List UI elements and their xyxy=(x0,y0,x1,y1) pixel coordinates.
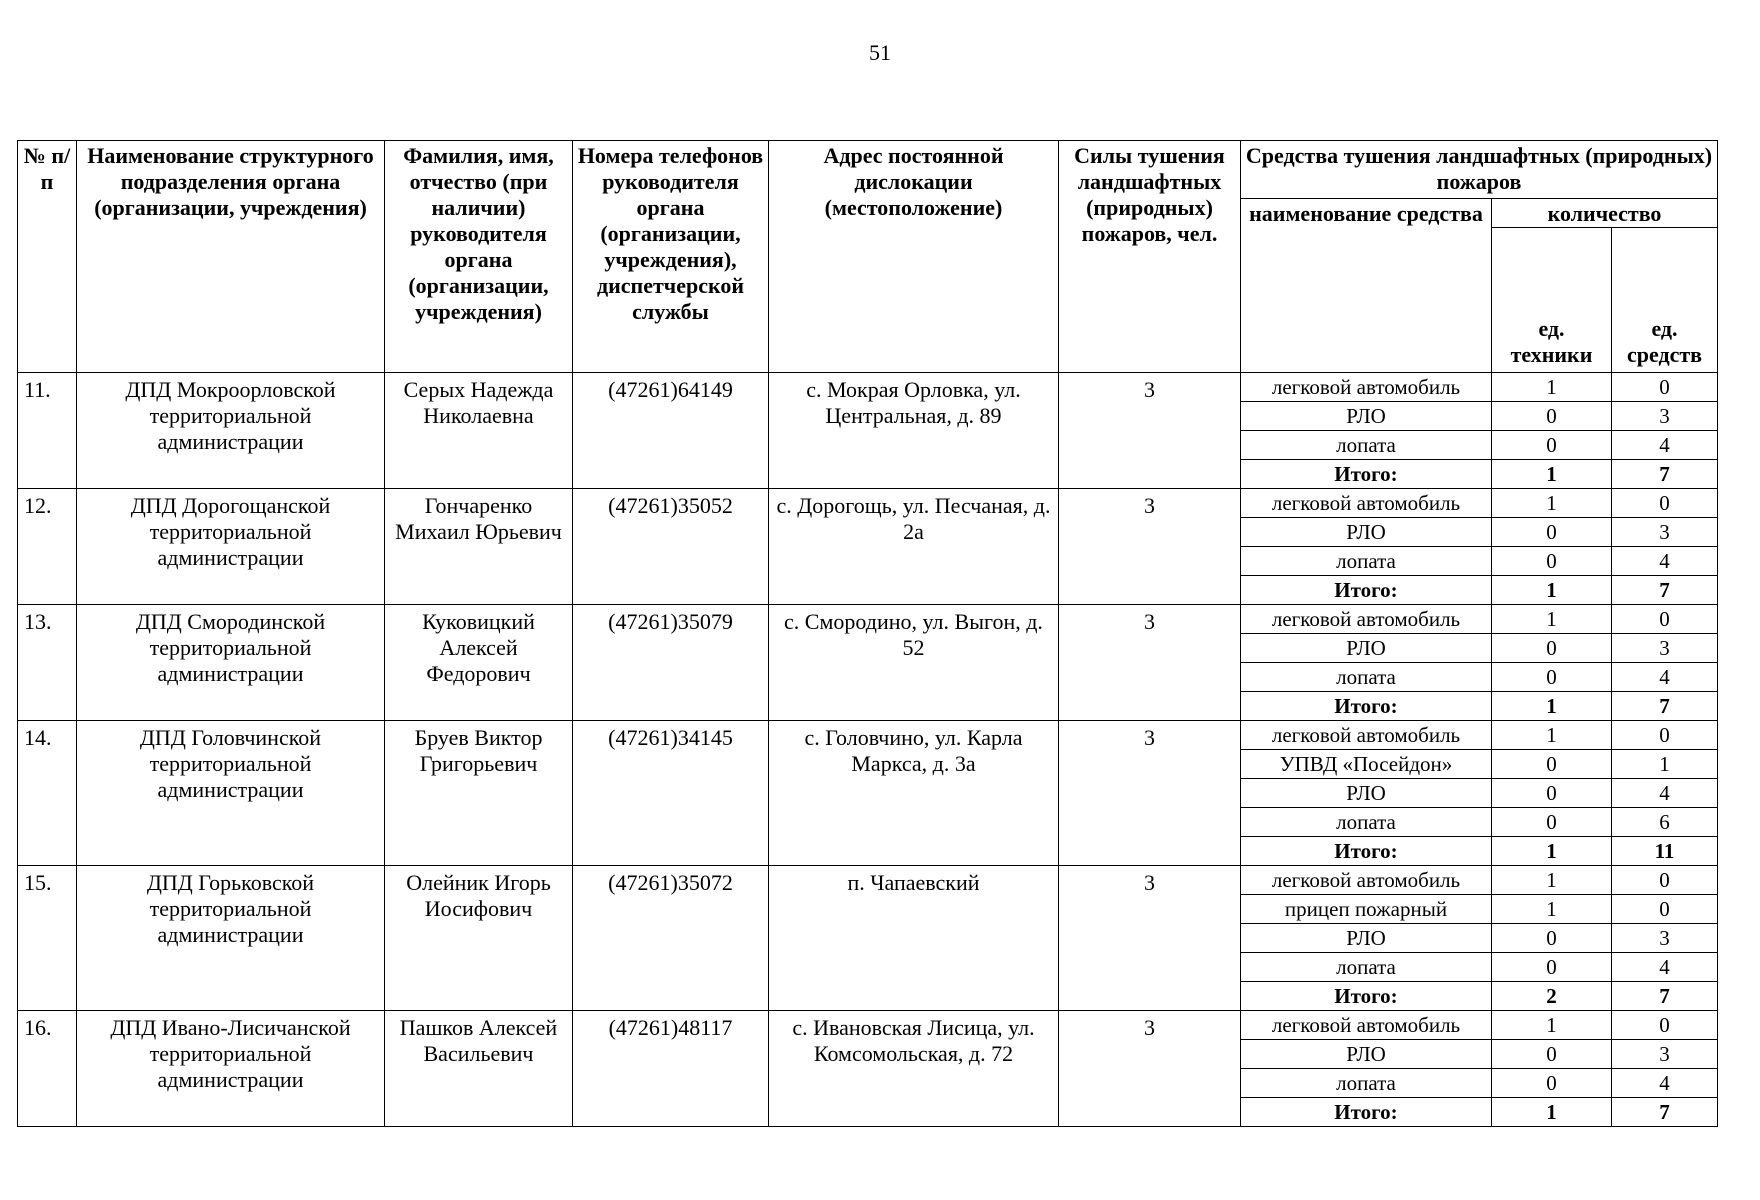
qty-tech: 1 xyxy=(1492,605,1612,634)
qty-tech: 0 xyxy=(1492,402,1612,431)
phone-number: (47261)35072 xyxy=(573,866,769,1011)
address: с. Дорогощь, ул. Песчаная, д. 2а xyxy=(769,489,1059,605)
head-name: Гончаренко Михаил Юрьевич xyxy=(385,489,573,605)
qty-means: 1 xyxy=(1612,750,1718,779)
qty-tech: 0 xyxy=(1492,431,1612,460)
table-row xyxy=(18,489,1718,518)
means-name-total: Итого: xyxy=(1241,837,1492,866)
unit-name: ДПД Головчинской территориальной администрации xyxy=(77,721,385,866)
qty-tech: 0 xyxy=(1492,1069,1612,1098)
qty-means: 4 xyxy=(1612,953,1718,982)
qty-means: 3 xyxy=(1612,924,1718,953)
table-row xyxy=(18,373,1718,402)
means-name: УПВД «Посейдон» xyxy=(1241,750,1492,779)
qty-tech: 0 xyxy=(1492,779,1612,808)
means-name: РЛО xyxy=(1241,924,1492,953)
header-address: Адрес постоянной дислокации (местоположение) xyxy=(769,141,1059,373)
row-number: 11. xyxy=(18,373,77,489)
qty-tech-total: 1 xyxy=(1492,576,1612,605)
head-name: Олейник Игорь Иосифович xyxy=(385,866,573,1011)
qty-means: 3 xyxy=(1612,634,1718,663)
row-number: 13. xyxy=(18,605,77,721)
qty-means: 0 xyxy=(1612,489,1718,518)
qty-means: 4 xyxy=(1612,1069,1718,1098)
qty-means: 0 xyxy=(1612,605,1718,634)
qty-means-total: 7 xyxy=(1612,692,1718,721)
qty-tech: 0 xyxy=(1492,663,1612,692)
row-number: 14. xyxy=(18,721,77,866)
qty-tech: 1 xyxy=(1492,895,1612,924)
head-name: Пашков Алексей Васильевич xyxy=(385,1011,573,1127)
means-name: лопата xyxy=(1241,547,1492,576)
row-number: 16. xyxy=(18,1011,77,1127)
forces-count: 3 xyxy=(1059,489,1241,605)
phone-number: (47261)35052 xyxy=(573,489,769,605)
qty-tech-total: 1 xyxy=(1492,692,1612,721)
phone-number: (47261)35079 xyxy=(573,605,769,721)
unit-name: ДПД Мокроорловской территориальной администрации xyxy=(77,373,385,489)
table-body xyxy=(18,373,1718,1127)
qty-tech: 0 xyxy=(1492,808,1612,837)
means-name: легковой автомобиль xyxy=(1241,721,1492,750)
row-number: 15. xyxy=(18,866,77,1011)
table-row xyxy=(18,605,1718,634)
forces-count: 3 xyxy=(1059,721,1241,866)
header-phones: Номера телефонов руководителя органа (организации, учреждения), диспетчерской службы xyxy=(573,141,769,373)
forces-count: 3 xyxy=(1059,605,1241,721)
fire-forces-table xyxy=(17,140,1718,1127)
qty-tech: 1 xyxy=(1492,721,1612,750)
header-means: Средства тушения ландшафтных (природных) пожаров xyxy=(1241,141,1718,199)
header-head-name: Фамилия, имя, отчество (при наличии) руководителя органа (организации, учреждения) xyxy=(385,141,573,373)
head-name: Серых Надежда Николаевна xyxy=(385,373,573,489)
means-name: лопата xyxy=(1241,431,1492,460)
means-name-total: Итого: xyxy=(1241,982,1492,1011)
phone-number: (47261)64149 xyxy=(573,373,769,489)
qty-tech-total: 1 xyxy=(1492,837,1612,866)
qty-tech: 0 xyxy=(1492,953,1612,982)
means-name: РЛО xyxy=(1241,402,1492,431)
means-name: РЛО xyxy=(1241,779,1492,808)
table-row xyxy=(18,721,1718,750)
address: с. Мокрая Орловка, ул. Центральная, д. 89 xyxy=(769,373,1059,489)
means-name: прицеп пожарный xyxy=(1241,895,1492,924)
header-unit-name: Наименование структурного подразделения органа (организации, учреждения) xyxy=(77,141,385,373)
row-number: 12. xyxy=(18,489,77,605)
qty-tech: 1 xyxy=(1492,489,1612,518)
qty-means: 0 xyxy=(1612,866,1718,895)
header-means-name: наименование средства xyxy=(1241,199,1492,373)
qty-means: 4 xyxy=(1612,663,1718,692)
means-name: лопата xyxy=(1241,808,1492,837)
qty-means: 4 xyxy=(1612,431,1718,460)
qty-tech: 1 xyxy=(1492,866,1612,895)
qty-means: 3 xyxy=(1612,518,1718,547)
table-row xyxy=(18,866,1718,895)
means-name: лопата xyxy=(1241,663,1492,692)
qty-means: 0 xyxy=(1612,895,1718,924)
qty-tech: 0 xyxy=(1492,547,1612,576)
means-name: РЛО xyxy=(1241,1040,1492,1069)
means-name: легковой автомобиль xyxy=(1241,605,1492,634)
means-name: лопата xyxy=(1241,1069,1492,1098)
qty-means: 3 xyxy=(1612,402,1718,431)
header-num: № п/п xyxy=(18,141,77,373)
phone-number: (47261)34145 xyxy=(573,721,769,866)
qty-tech: 0 xyxy=(1492,924,1612,953)
header-forces: Силы тушения ландшафтных (природных) пожаров, чел. xyxy=(1059,141,1241,373)
means-name: РЛО xyxy=(1241,518,1492,547)
means-name: лопата xyxy=(1241,953,1492,982)
qty-means: 0 xyxy=(1612,1011,1718,1040)
qty-tech: 1 xyxy=(1492,373,1612,402)
means-name-total: Итого: xyxy=(1241,460,1492,489)
page-number: 51 xyxy=(869,40,891,65)
table-row xyxy=(18,1011,1718,1040)
qty-tech: 1 xyxy=(1492,1011,1612,1040)
forces-count: 3 xyxy=(1059,866,1241,1011)
means-name-total: Итого: xyxy=(1241,1098,1492,1127)
means-name: легковой автомобиль xyxy=(1241,1011,1492,1040)
qty-tech: 0 xyxy=(1492,634,1612,663)
means-name-total: Итого: xyxy=(1241,692,1492,721)
address: с. Головчино, ул. Карла Маркса, д. 3а xyxy=(769,721,1059,866)
qty-means: 4 xyxy=(1612,547,1718,576)
qty-means: 4 xyxy=(1612,779,1718,808)
qty-tech: 0 xyxy=(1492,750,1612,779)
qty-tech-total: 1 xyxy=(1492,1098,1612,1127)
unit-name: ДПД Ивано-Лисичанской территориальной администрации xyxy=(77,1011,385,1127)
forces-count: 3 xyxy=(1059,373,1241,489)
qty-tech: 0 xyxy=(1492,1040,1612,1069)
qty-means: 6 xyxy=(1612,808,1718,837)
qty-means: 3 xyxy=(1612,1040,1718,1069)
qty-tech-total: 1 xyxy=(1492,460,1612,489)
address: п. Чапаевский xyxy=(769,866,1059,1011)
qty-means-total: 7 xyxy=(1612,982,1718,1011)
address: с. Ивановская Лисица, ул. Комсомольская, д. 72 xyxy=(769,1011,1059,1127)
qty-means-total: 11 xyxy=(1612,837,1718,866)
means-name-total: Итого: xyxy=(1241,576,1492,605)
forces-count: 3 xyxy=(1059,1011,1241,1127)
qty-tech-total: 2 xyxy=(1492,982,1612,1011)
means-name: легковой автомобиль xyxy=(1241,866,1492,895)
means-name: РЛО xyxy=(1241,634,1492,663)
qty-means: 0 xyxy=(1612,721,1718,750)
address: с. Смородино, ул. Выгон, д. 52 xyxy=(769,605,1059,721)
phone-number: (47261)48117 xyxy=(573,1011,769,1127)
qty-means-total: 7 xyxy=(1612,1098,1718,1127)
qty-means-total: 7 xyxy=(1612,460,1718,489)
unit-name: ДПД Горьковской территориальной администрации xyxy=(77,866,385,1011)
unit-name: ДПД Дорогощанской территориальной администрации xyxy=(77,489,385,605)
unit-name: ДПД Смородинской территориальной администрации xyxy=(77,605,385,721)
header-qty-tech: ед. техники xyxy=(1492,228,1612,373)
header-quantity: количество xyxy=(1492,199,1718,228)
means-name: легковой автомобиль xyxy=(1241,373,1492,402)
means-name: легковой автомобиль xyxy=(1241,489,1492,518)
head-name: Куковицкий Алексей Федорович xyxy=(385,605,573,721)
qty-tech: 0 xyxy=(1492,518,1612,547)
head-name: Бруев Виктор Григорьевич xyxy=(385,721,573,866)
qty-means: 0 xyxy=(1612,373,1718,402)
header-qty-means: ед. средств xyxy=(1612,228,1718,373)
qty-means-total: 7 xyxy=(1612,576,1718,605)
